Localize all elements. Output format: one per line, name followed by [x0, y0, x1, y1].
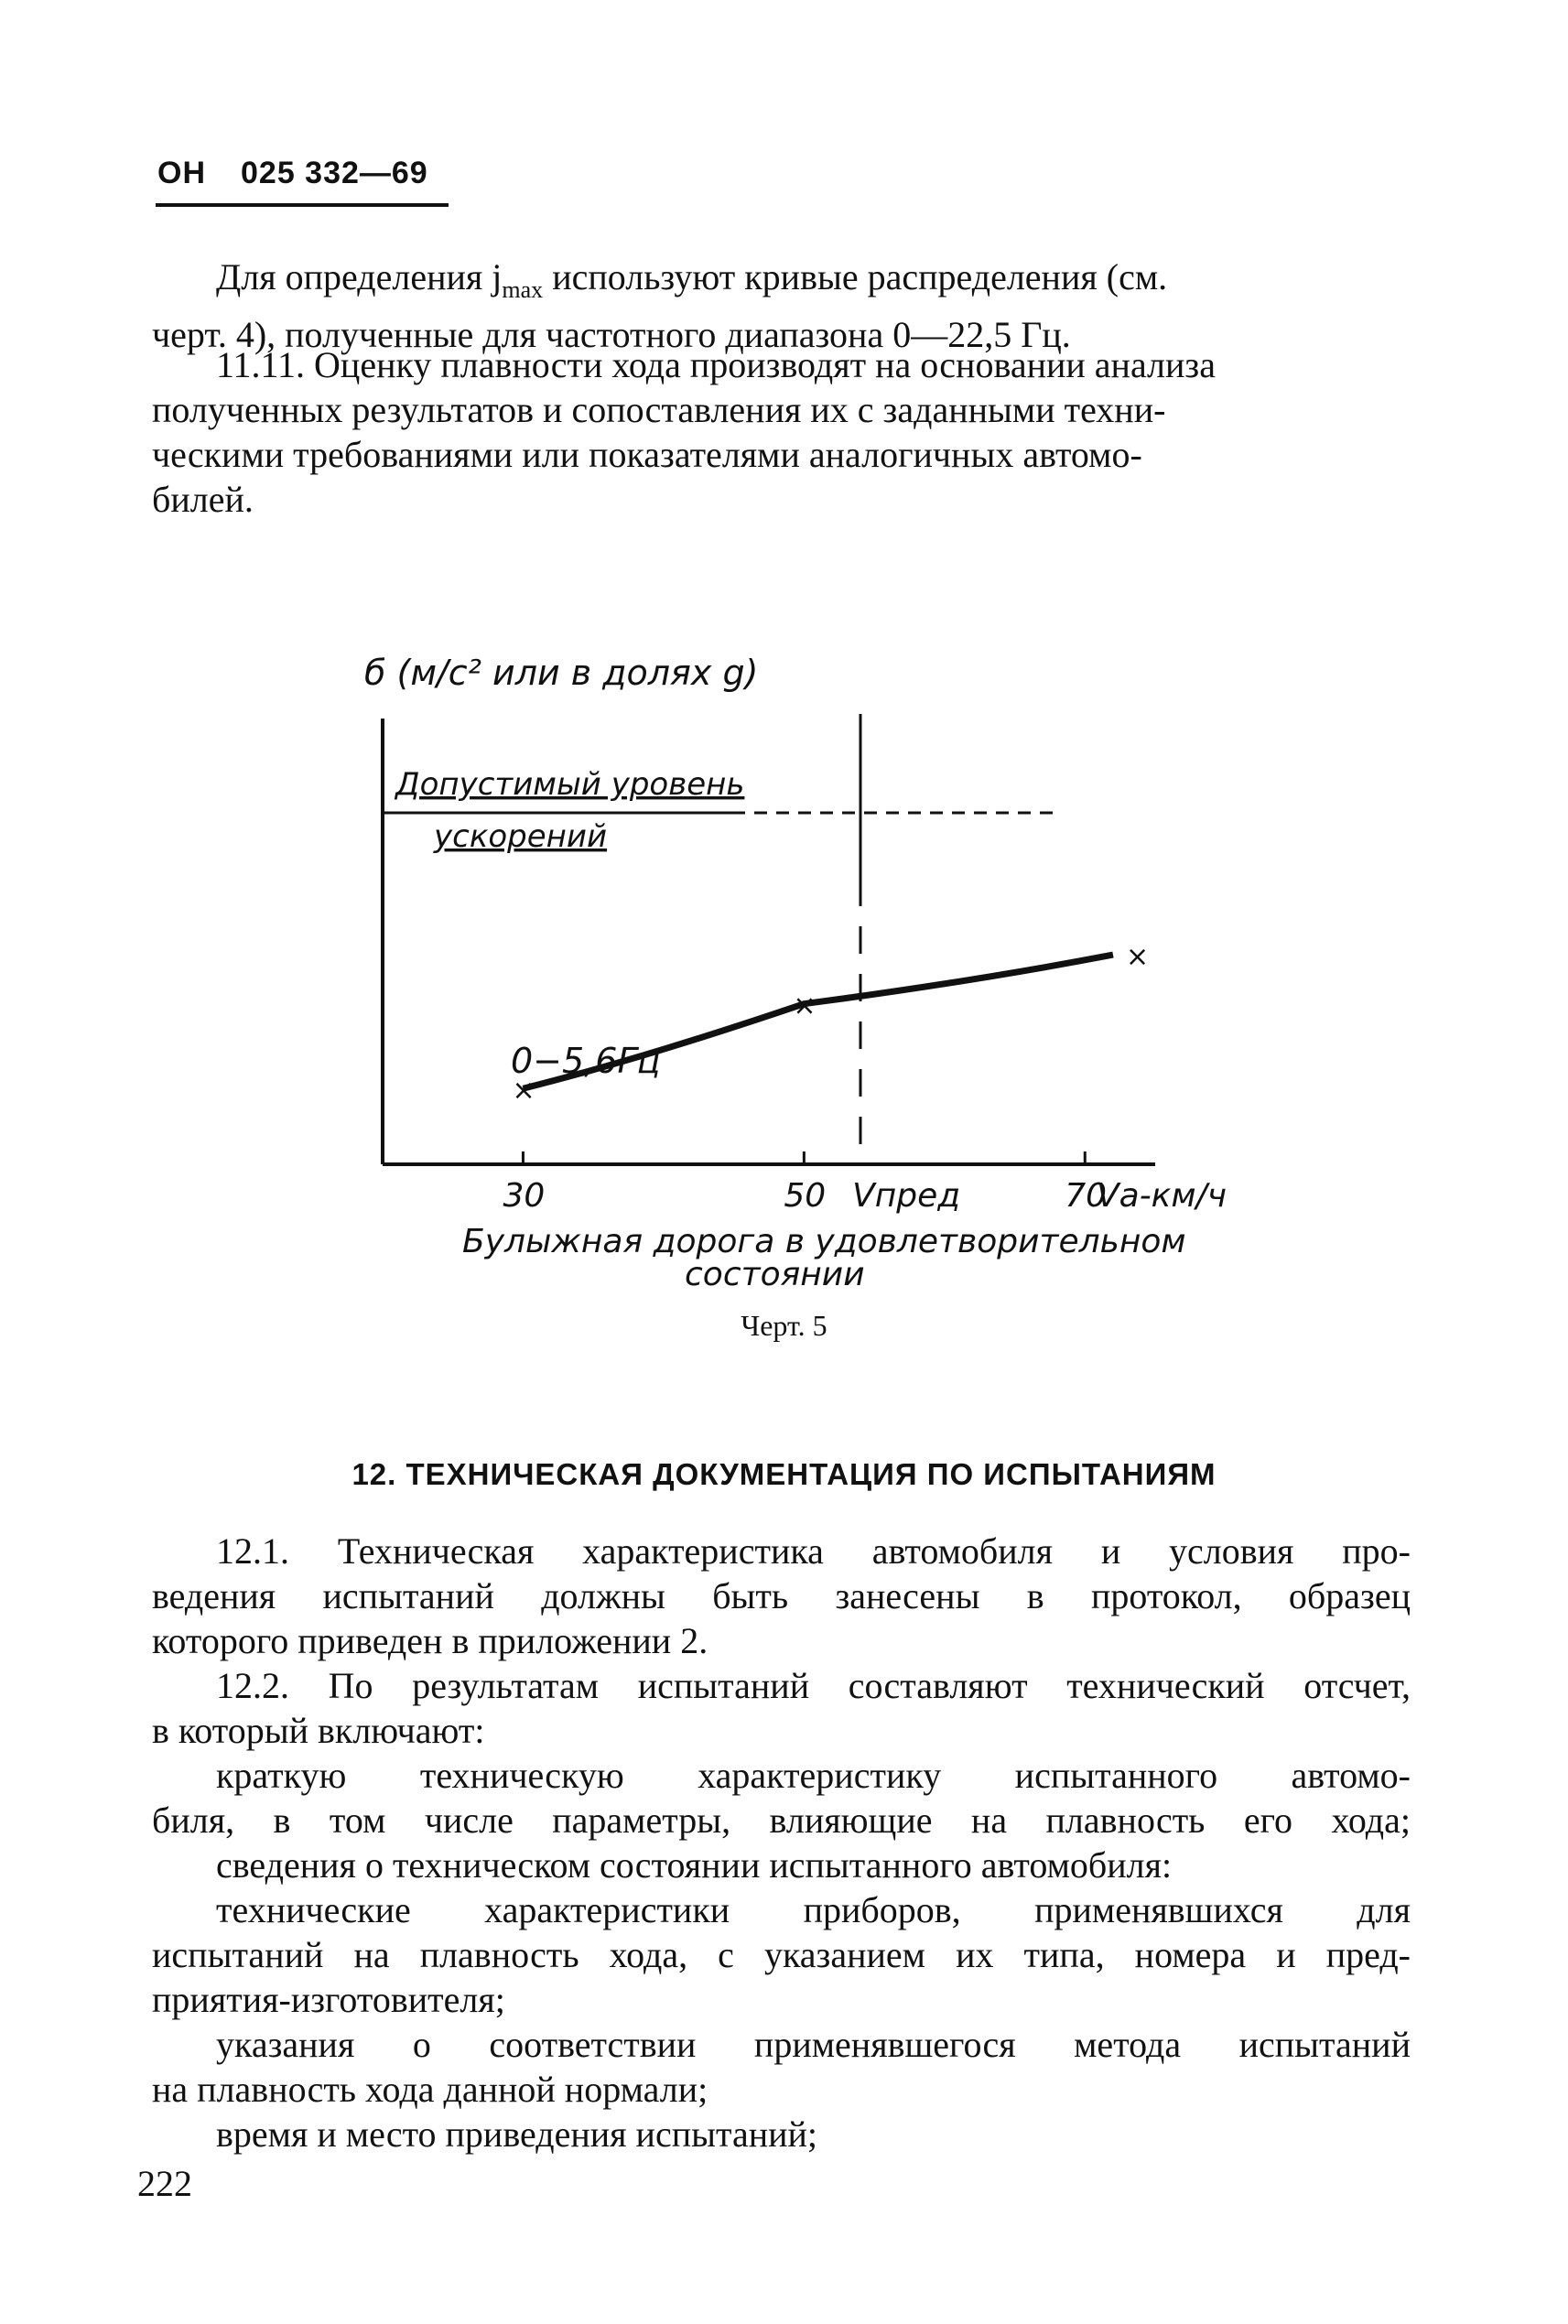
x-axis-label: Vа-км/ч: [1097, 1177, 1227, 1215]
section-title: 12. ТЕХНИЧЕСКАЯ ДОКУМЕНТАЦИЯ ПО ИСПЫТАНИЯМ: [351, 1457, 1217, 1491]
page-number: 222: [137, 2163, 192, 2204]
x-tick-label: Vпред: [852, 1177, 961, 1215]
paragraph-line: время и место приведения испытаний;: [216, 2113, 818, 2155]
paragraph-line: которого приведен в приложении 2.: [152, 1620, 708, 1661]
text-run: используют кривые распределения (см.: [543, 256, 1168, 297]
data-point-marker: ×: [1125, 941, 1150, 974]
series-markers: [512, 941, 1149, 1107]
document-header: [157, 156, 428, 191]
header-rule: [156, 203, 449, 207]
paragraph-line: указания о соответствии применявшегося метода испытаний: [216, 2024, 1411, 2065]
subscript-max: max: [502, 276, 544, 303]
paragraph-line: ческими требованиями или показателями аналогичных автомо-: [152, 434, 1142, 475]
paragraph-line: технические характеристики приборов, применявшихся для: [216, 1889, 1411, 1930]
x-tick-label: 50: [784, 1177, 827, 1215]
y-axis-label: б (м/с² или в долях g): [364, 653, 759, 693]
paragraph-line: полученных результатов и сопоставления их с заданными техни-: [152, 389, 1166, 430]
paragraph-line: 12.1. Техническая характеристика автомобиля и условия про-: [216, 1530, 1411, 1572]
paragraph-line: 11.11. Оценку плавности хода производят на основании анализа: [216, 344, 1216, 385]
paragraph-line: [152, 254, 1411, 312]
x-ticks: [503, 1151, 1107, 1215]
paragraph-line: биля, в том числе параметры, влияющие на плавность его хода;: [152, 1800, 1411, 1841]
paragraph-line: сведения о техническом состоянии испытанного автомобиля:: [216, 1844, 1173, 1886]
paragraph-line: в который включают:: [152, 1710, 485, 1751]
x-tick-label: 70: [1065, 1177, 1108, 1215]
text-run: Для определения j: [216, 256, 503, 297]
header-code: 025 332—69: [241, 156, 428, 190]
paragraph-line: ведения испытаний должны быть занесены в протокол, образец: [152, 1575, 1411, 1616]
threshold-label-1: Допустимый уровень: [395, 766, 745, 803]
band-label: 0−5,6Гц: [511, 1041, 661, 1081]
section-body: [152, 1529, 1411, 2156]
figure-caption: Черт. 5: [741, 1309, 827, 1342]
threshold-label-2: ускорений: [434, 818, 608, 855]
paragraph-line: испытаний на плавность хода, с указанием их типа, номера и пред-: [152, 1934, 1411, 1975]
paragraph-line: на плавность хода данной нормали;: [152, 2069, 708, 2110]
road-label-2: состоянии: [685, 1256, 865, 1293]
data-point-marker: ×: [512, 1075, 535, 1108]
road-label-1: Булыжная дорога в удовлетворительном: [462, 1223, 1186, 1260]
paragraph-line: приятия-изготовителя;: [152, 1979, 505, 2020]
paragraph-line: краткую техническую характеристику испытанного автомо-: [216, 1755, 1411, 1796]
paragraph-11-11: [152, 342, 1411, 522]
data-point-marker: ×: [793, 989, 816, 1022]
paragraph-line: черт. 4), полученные для частотного диапазона 0—22,5 Гц.: [152, 314, 1071, 355]
x-tick-label: 30: [503, 1177, 546, 1215]
paragraph-line: 12.2. По результатам испытаний составляют технический отсчет,: [216, 1665, 1411, 1706]
series-line: [523, 955, 1113, 1088]
paragraph-line: билей.: [152, 479, 254, 520]
header-prefix: ОН: [157, 156, 206, 190]
